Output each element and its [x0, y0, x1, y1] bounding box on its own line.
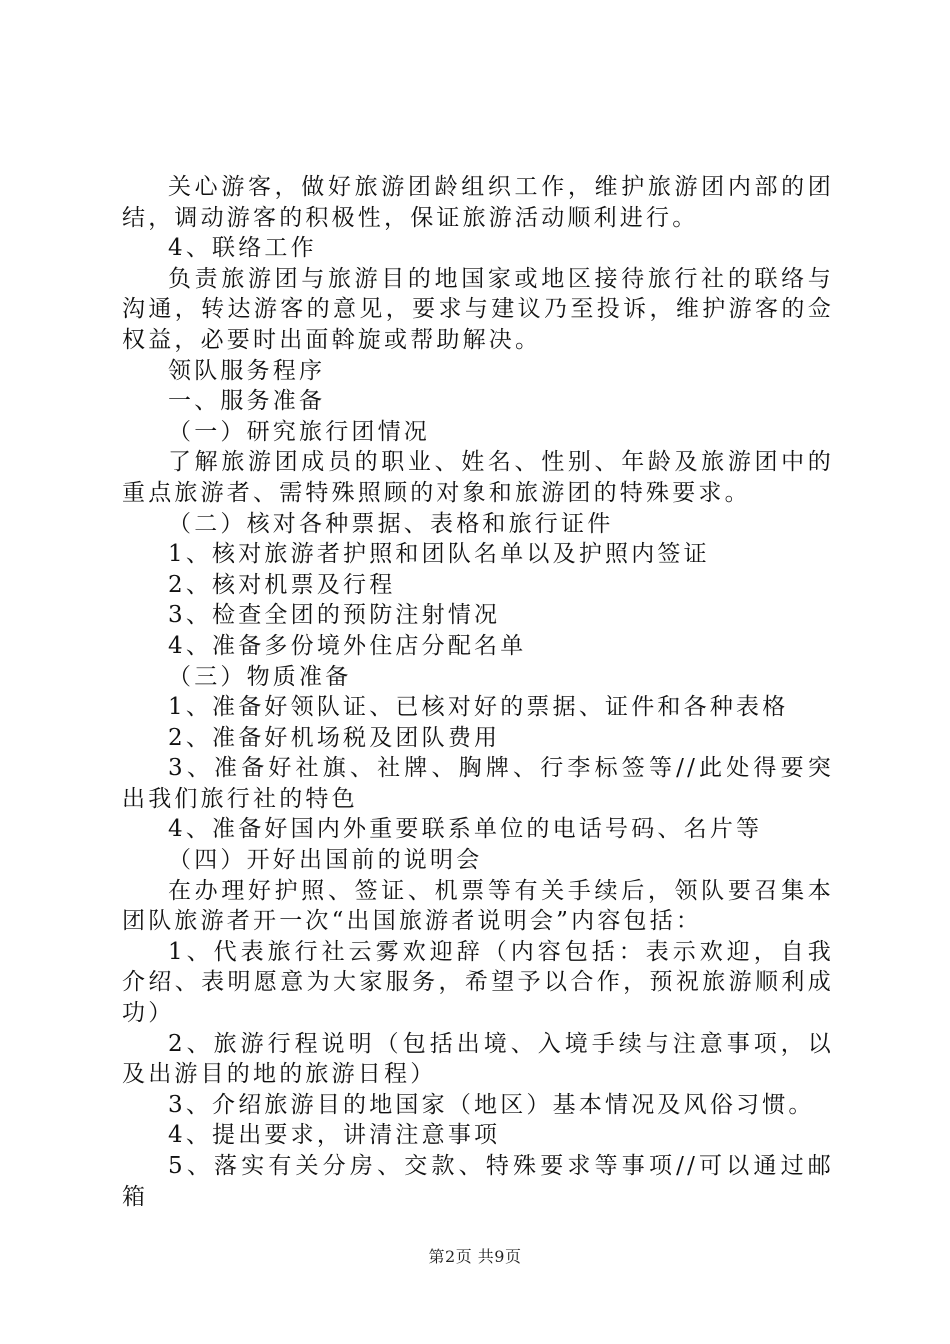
- list-item: 1、核对旅游者护照和团队名单以及护照内签证: [168, 541, 710, 568]
- paragraph: 在办理好护照、签证、机票等有关手续后，领队要召集本团队旅游者开一次“出国旅游者说明会”内容包括：: [122, 877, 834, 935]
- list-item: 2、旅游行程说明（包括出境、入境手续与注意事项，以及出游目的地的旅游日程）: [122, 1030, 834, 1088]
- section-heading: 4、联络工作: [168, 235, 317, 262]
- paragraph: 了解旅游团成员的职业、姓名、性别、年龄及旅游团中的重点旅游者、需特殊照顾的对象和旅游团的特殊要求。: [122, 449, 834, 506]
- list-item: 1、准备好领队证、已核对好的票据、证件和各种表格: [168, 694, 789, 721]
- list-item: 4、准备多份境外住店分配名单: [168, 632, 527, 659]
- section-heading: 一、服务准备: [168, 388, 326, 415]
- subsection-heading: （三）物质准备: [168, 663, 352, 690]
- list-item: 2、核对机票及行程: [168, 571, 396, 598]
- list-item: 3、介绍旅游目的地国家（地区）基本情况及风俗习惯。: [168, 1091, 815, 1118]
- list-item: 4、准备好国内外重要联系单位的电话号码、名片等: [168, 816, 763, 843]
- list-item: 4、提出要求，讲清注意事项: [168, 1122, 501, 1149]
- subsection-heading: （四）开好出国前的说明会: [168, 847, 483, 874]
- list-item: 2、准备好机场税及团队费用: [168, 724, 501, 751]
- page-number-footer: 第2页 共9页: [428, 1247, 522, 1266]
- paragraph: 关心游客，做好旅游团龄组织工作，维护旅游团内部的团结，调动游客的积极性，保证旅游活动顺利进行。: [122, 174, 834, 231]
- list-item: 5、落实有关分房、交款、特殊要求等事项//可以通过邮箱: [122, 1153, 834, 1210]
- list-item: 1、代表旅行社云雾欢迎辞（内容包括：表示欢迎，自我介绍、表明愿意为大家服务，希望予以合作，预祝旅游顺利成功）: [122, 938, 834, 1027]
- subsection-heading: （二）核对各种票据、表格和旅行证件: [168, 510, 614, 537]
- list-item: 3、准备好社旗、社牌、胸牌、行李标签等//此处得要突出我们旅行社的特色: [122, 755, 834, 812]
- paragraph: 负责旅游团与旅游目的地国家或地区接待旅行社的联络与沟通，转达游客的意见，要求与建议乃至投诉，维护游客的佥权益，必要时出面斡旋或帮助解决。: [122, 265, 834, 353]
- list-item: 3、检查全团的预防注射情况: [168, 602, 501, 629]
- subsection-heading: （一）研究旅行团情况: [168, 418, 430, 445]
- section-heading: 领队服务程序: [168, 357, 326, 384]
- document-body: [122, 172, 834, 1212]
